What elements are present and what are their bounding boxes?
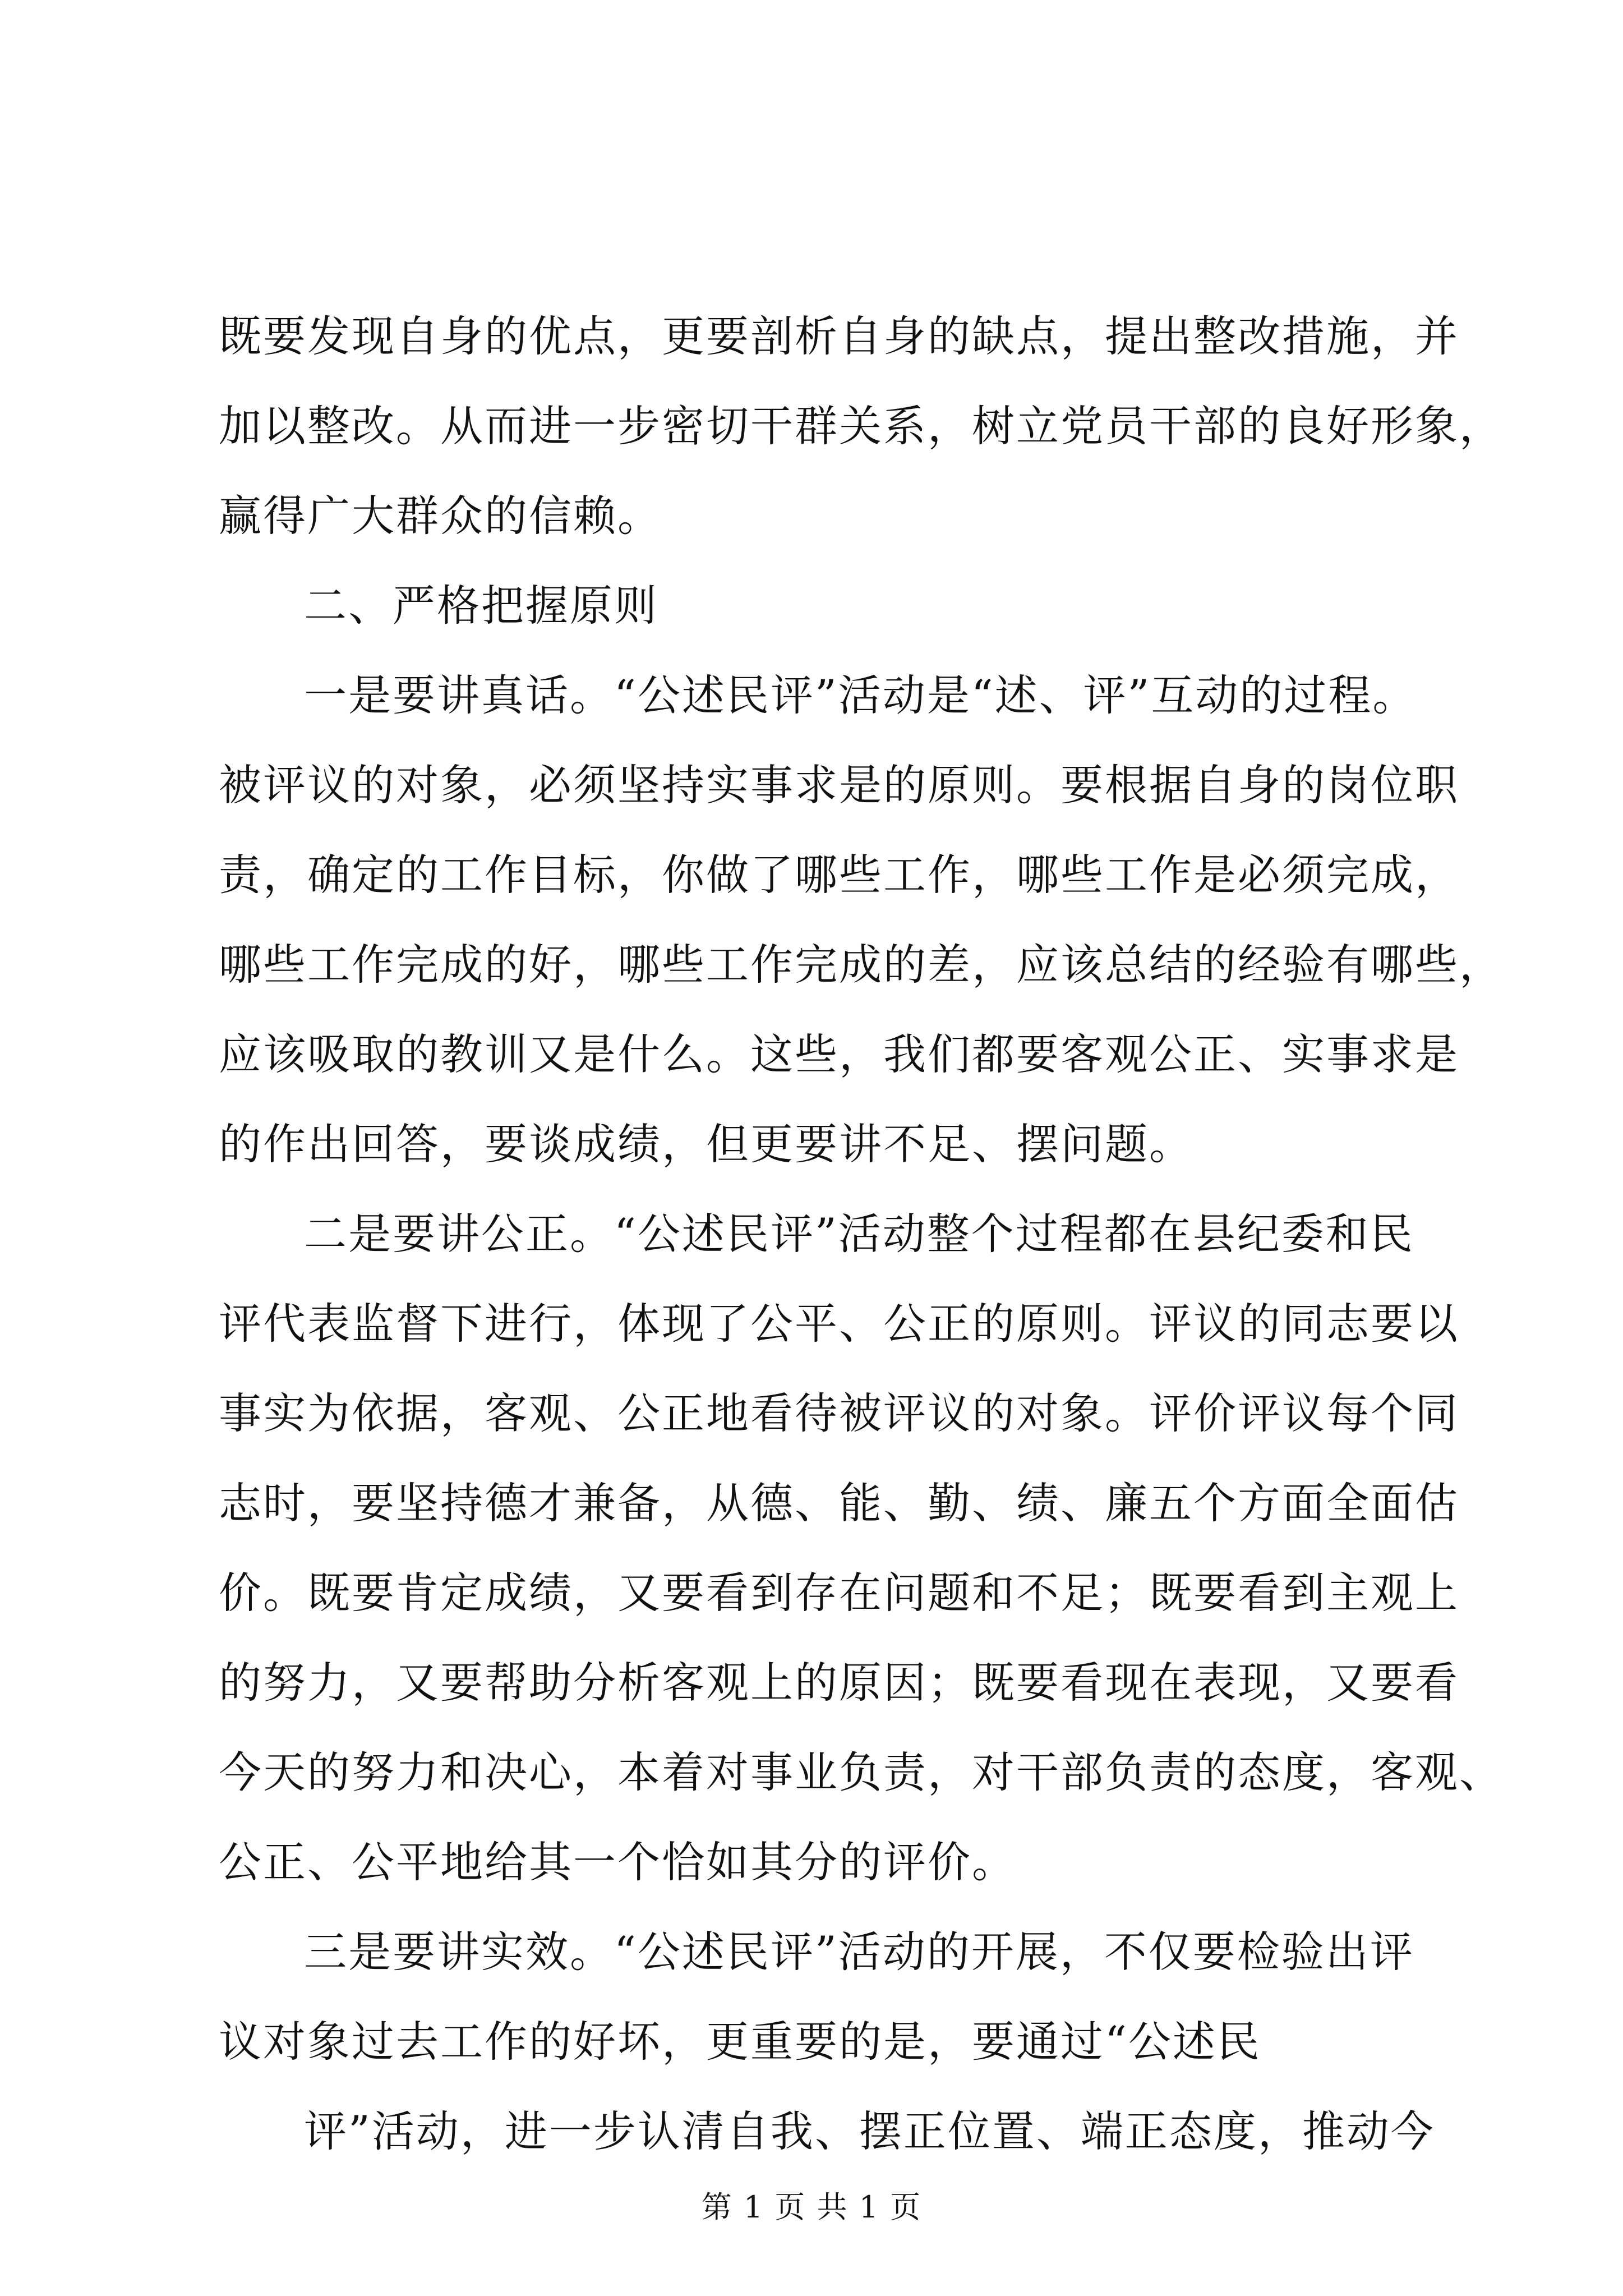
paragraph-line: 赢得广大群众的信赖。: [219, 491, 662, 541]
paragraph-line: 价。既要肯定成绩，又要看到存在问题和不足；既要看到主观上: [219, 1568, 1459, 1618]
paragraph-line: 加以整改。从而进一步密切干群关系，树立党员干部的良好形象，: [219, 401, 1504, 451]
paragraph-line: 评”活动，进一步认清自我、摆正位置、端正态度，推动今: [304, 2106, 1435, 2156]
paragraph-line: 二是要讲公正。“公述民评”活动整个过程都在县纪委和民: [304, 1209, 1414, 1259]
paragraph-line: 议对象过去工作的好坏，更重要的是，要通过“公述民: [219, 2017, 1261, 2067]
paragraph-line: 责，确定的工作目标，你做了哪些工作，哪些工作是必须完成，: [219, 850, 1459, 900]
paragraph-line: 哪些工作完成的好，哪些工作完成的差，应该总结的经验有哪些，: [219, 940, 1504, 990]
paragraph-line: 的努力，又要帮助分析客观上的原因；既要看现在表现，又要看: [219, 1658, 1459, 1708]
paragraph-line: 的作出回答，要谈成绩，但更要讲不足、摆问题。: [219, 1119, 1193, 1169]
paragraph-line: 评代表监督下进行，体现了公平、公正的原则。评议的同志要以: [219, 1299, 1459, 1349]
paragraph-line: 志时，要坚持德才兼备，从德、能、勤、绩、廉五个方面全面估: [219, 1478, 1459, 1528]
paragraph-line: 事实为依据，客观、公正地看待被评议的对象。评价评议每个同: [219, 1388, 1459, 1438]
paragraph-line: 被评议的对象，必须坚持实事求是的原则。要根据自身的岗位职: [219, 760, 1459, 810]
page-footer: 第 1 页 共 1 页: [701, 2189, 922, 2225]
paragraph-line: 既要发现自身的优点，更要剖析自身的缺点，提出整改措施，并: [219, 311, 1459, 361]
paragraph-line: 公正、公平地给其一个恰如其分的评价。: [219, 1837, 1016, 1887]
paragraph-line: 今天的努力和决心，本着对事业负责，对干部负责的态度，客观、: [219, 1747, 1504, 1797]
paragraph-line: 三是要讲实效。“公述民评”活动的开展，不仅要检验出评: [304, 1927, 1414, 1977]
section-heading: 二、严格把握原则: [304, 581, 658, 631]
paragraph-line: 应该吸取的教训又是什么。这些，我们都要客观公正、实事求是: [219, 1029, 1459, 1079]
paragraph-line: 一是要讲真话。“公述民评”活动是“述、评”互动的过程。: [304, 670, 1417, 720]
